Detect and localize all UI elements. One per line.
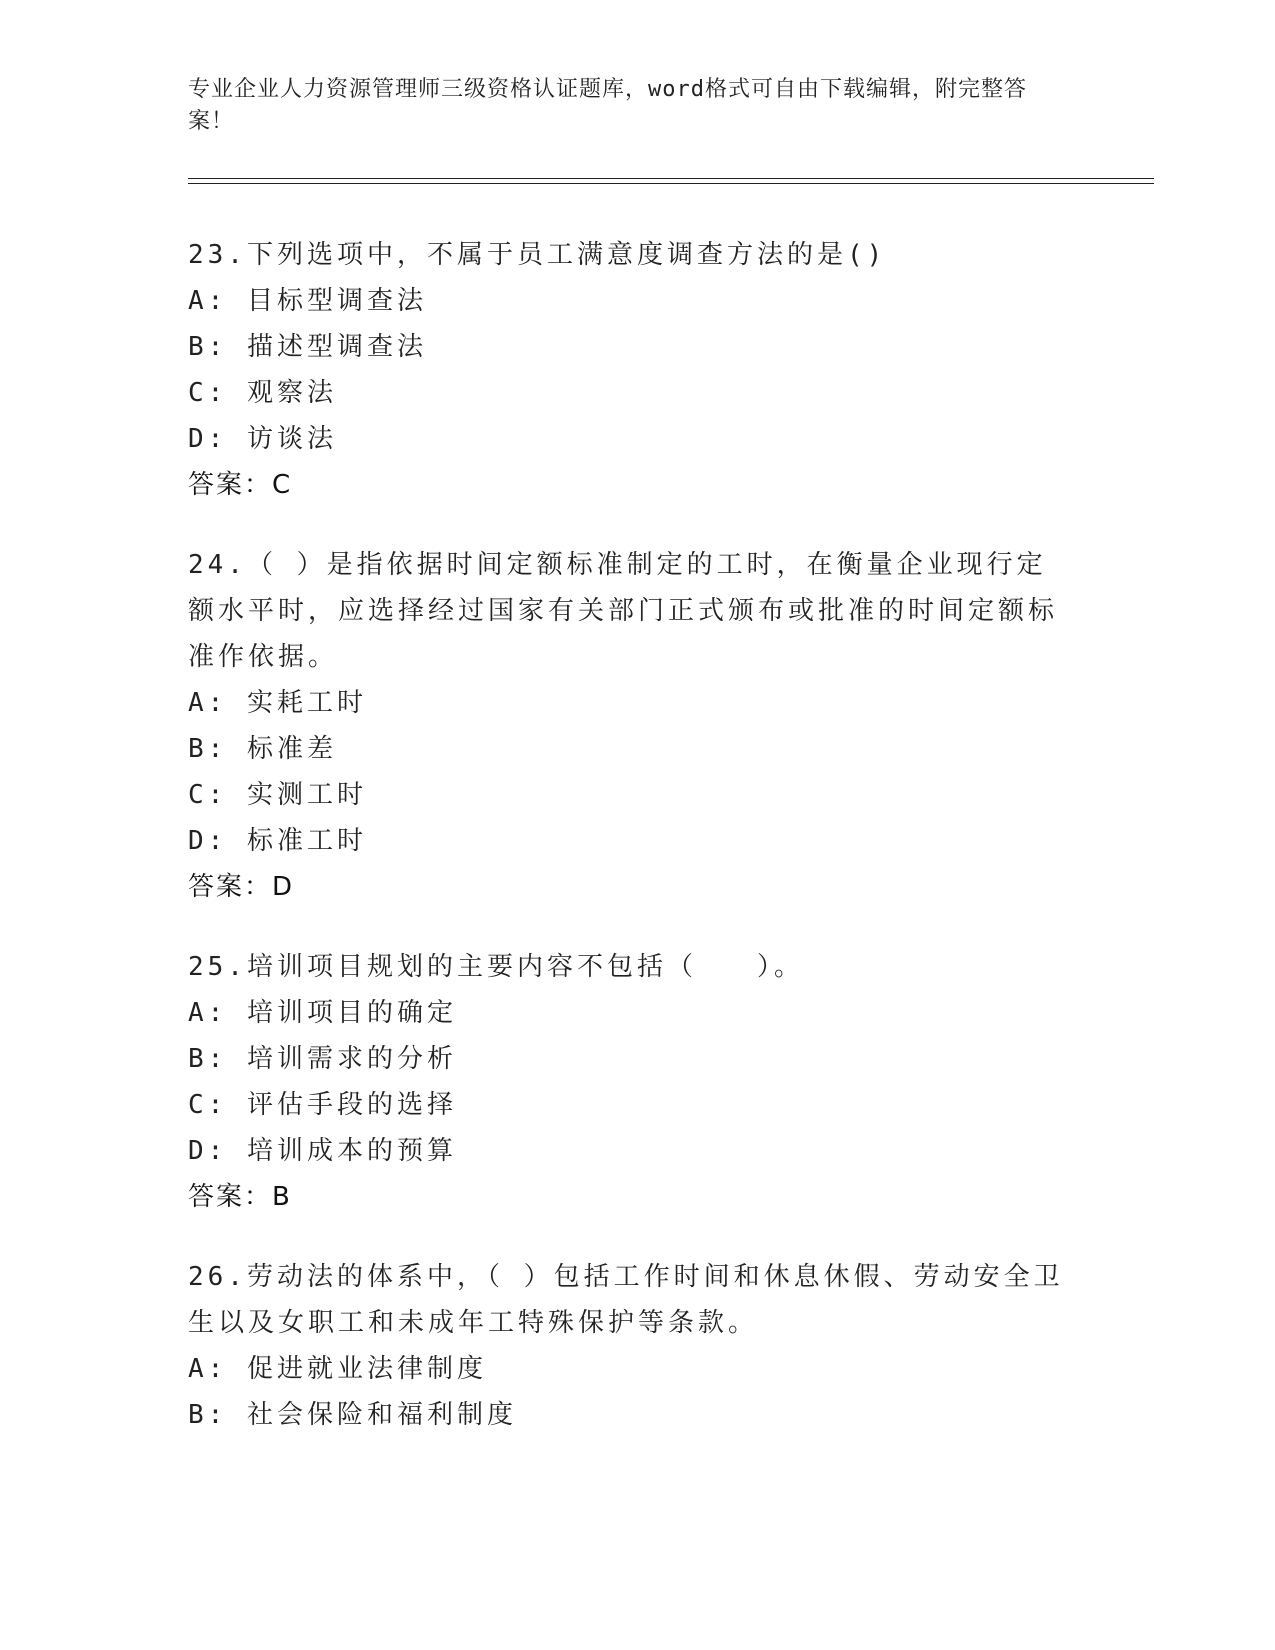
question-26 [188,1254,1068,1438]
question-23 [188,232,1068,508]
document-header: 专业企业人力资源管理师三级资格认证题库，word格式可自由下载编辑，附完整答案！ [188,77,1027,134]
option-c: C: 评估手段的选择 [188,1090,457,1120]
question-stem: 25.培训项目规划的主要内容不包括（ ）。 [188,952,804,982]
option-d: D: 标准工时 [188,826,367,856]
option-b: B: 社会保险和福利制度 [188,1400,517,1430]
option-d: D: 培训成本的预算 [188,1136,457,1166]
question-list [188,232,1068,1472]
question-stem: 23.下列选项中，不属于员工满意度调查方法的是() [188,240,887,270]
header-rule-top [188,178,1154,179]
option-b: B: 标准差 [188,734,337,764]
option-c: C: 观察法 [188,378,337,408]
answer-line: 答案：D [188,872,295,902]
question-25 [188,944,1068,1220]
option-d: D: 访谈法 [188,424,337,454]
option-a: A: 实耗工时 [188,688,367,718]
option-a: A: 目标型调查法 [188,286,427,316]
question-24 [188,542,1068,910]
option-b: B: 描述型调查法 [188,332,427,362]
answer-line: 答案：B [188,1182,292,1212]
question-stem: 26.劳动法的体系中，（ ）包括工作时间和休息休假、劳动安全卫生以及女职工和未成年工特殊保护等条款。 [188,1262,1064,1338]
option-c: C: 实测工时 [188,780,367,810]
option-a: A: 促进就业法律制度 [188,1354,487,1384]
header-rule-bottom [188,183,1154,184]
question-stem: 24.（ ）是指依据时间定额标准制定的工时，在衡量企业现行定额水平时，应选择经过国家有关部门正式颁布或批准的时间定额标准作依据。 [188,550,1059,672]
option-b: B: 培训需求的分析 [188,1044,457,1074]
answer-line: 答案：C [188,470,293,500]
option-a: A: 培训项目的确定 [188,998,457,1028]
